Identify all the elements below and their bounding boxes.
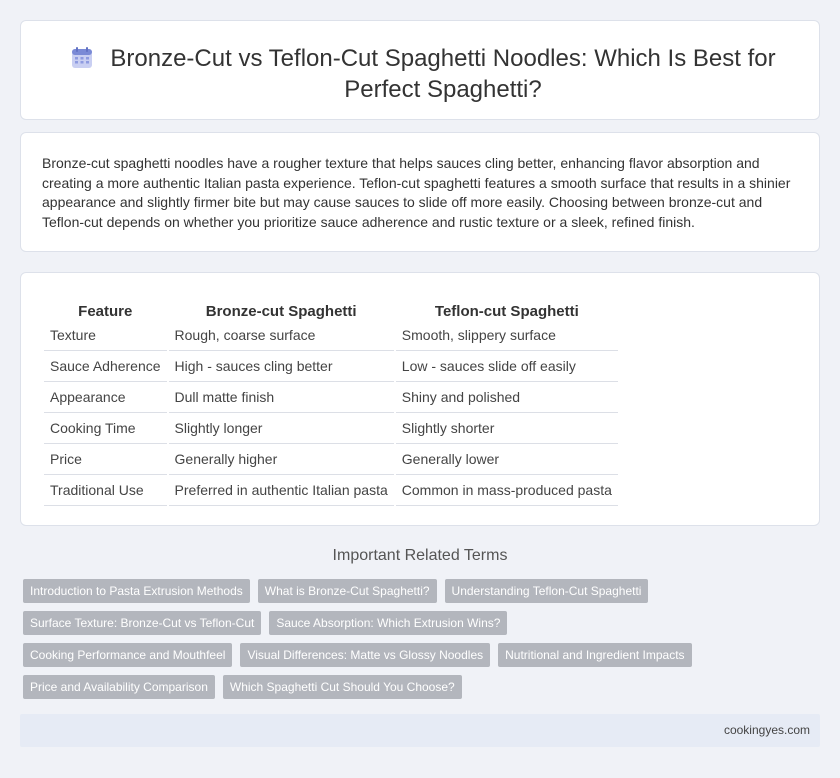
table-cell: Price [44, 444, 167, 475]
column-header: Teflon-cut Spaghetti [434, 303, 579, 320]
related-term-tag[interactable]: What is Bronze-Cut Spaghetti? [258, 579, 437, 603]
table-cell: Generally lower [396, 444, 618, 475]
related-term-tag[interactable]: Sauce Absorption: Which Extrusion Wins? [269, 611, 507, 635]
table-cell: Low - sauces slide off easily [396, 351, 618, 382]
title-card [20, 20, 820, 120]
table-cell: Rough, coarse surface [169, 320, 394, 351]
related-term-tag[interactable]: Introduction to Pasta Extrusion Methods [23, 579, 250, 603]
related-term-tag[interactable]: Surface Texture: Bronze-Cut vs Teflon-Cut [23, 611, 261, 635]
table-cell: Texture [44, 320, 167, 351]
related-term-tag[interactable]: Which Spaghetti Cut Should You Choose? [223, 675, 462, 699]
table-cell: Traditional Use [44, 475, 167, 506]
table-row [44, 320, 618, 351]
related-term-tag[interactable]: Understanding Teflon-Cut Spaghetti [445, 579, 649, 603]
table-row [44, 444, 618, 475]
related-term-tag[interactable]: Nutritional and Ingredient Impacts [498, 643, 691, 667]
page-title: Bronze-Cut vs Teflon-Cut Spaghetti Noodles: Which Is Best for Perfect Spaghetti? [110, 45, 776, 103]
table-cell: Dull matte finish [169, 382, 394, 413]
intro-card [20, 132, 820, 252]
table-cell: High - sauces cling better [169, 351, 394, 382]
related-term-tag[interactable]: Cooking Performance and Mouthfeel [23, 643, 232, 667]
comparison-card [20, 272, 820, 526]
table-cell: Preferred in authentic Italian pasta [169, 475, 394, 506]
related-term-tag[interactable]: Price and Availability Comparison [23, 675, 215, 699]
column-header: Bronze-cut Spaghetti [205, 303, 357, 320]
site-link[interactable]: cookingyes.com [723, 723, 810, 737]
table-cell: Slightly longer [169, 413, 394, 444]
related-terms-heading: Important Related Terms [332, 547, 508, 564]
table-cell: Smooth, slippery surface [396, 320, 618, 351]
table-header-row [44, 294, 618, 320]
column-header: Feature [78, 303, 133, 320]
intro-paragraph: Bronze-cut spaghetti noodles have a rougher texture that helps sauces cling better, enhancing flavor absorption and creating a more authentic Italian pasta experience. Teflon-cut spaghetti features a smooth surface that results in a shinier appearance and slightly firmer bite but may cause sauces to slide off more easily. Choosing between bronze-cut and Teflon-cut depends on whether you prioritize sauce adherence and rustic texture or a sleek, refined finish. [42, 155, 791, 230]
table-cell: Cooking Time [44, 413, 167, 444]
table-cell: Slightly shorter [396, 413, 618, 444]
footer [20, 714, 820, 747]
table-row [44, 413, 618, 444]
table-row [44, 351, 618, 382]
table-row [44, 382, 618, 413]
related-term-tag[interactable]: Visual Differences: Matte vs Glossy Noodles [240, 643, 490, 667]
table-cell: Shiny and polished [396, 382, 618, 413]
table-cell: Common in mass-produced pasta [396, 475, 618, 506]
table-cell: Sauce Adherence [44, 351, 167, 382]
table-row [44, 475, 618, 506]
comparison-table [42, 294, 620, 506]
table-cell: Appearance [44, 382, 167, 413]
related-terms-list [23, 579, 723, 699]
table-cell: Generally higher [169, 444, 394, 475]
